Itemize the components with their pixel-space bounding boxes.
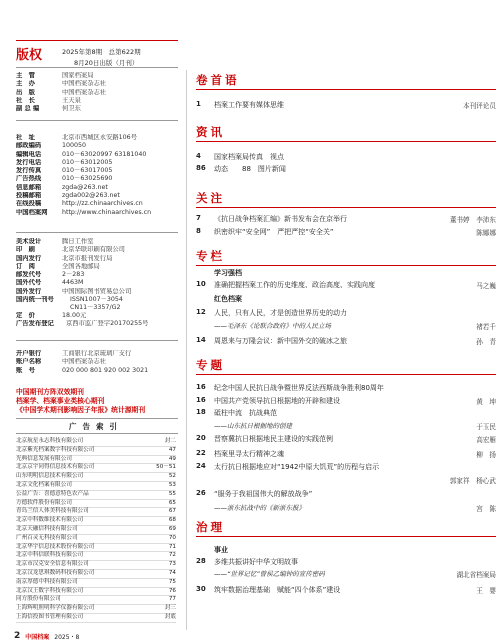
advertiser-name: 方德软件股份有限公司: [16, 499, 72, 506]
toc-entry[interactable]: [196, 503, 496, 513]
section-rule: [196, 141, 496, 142]
magazine-logo: 中国档案: [25, 633, 50, 641]
section-rule: [196, 374, 496, 375]
ad-index-row: [16, 438, 176, 447]
ad-page: 73: [168, 561, 176, 568]
advertiser-name: 上海辉明照明科学仪器有限公司: [16, 605, 95, 612]
toc-author: 高宏雁: [476, 436, 496, 444]
ad-page: 55: [168, 490, 176, 497]
section-rule: [196, 89, 496, 90]
divider: [16, 340, 178, 341]
toc-article-title: 《抗日战争档案汇编》新书发布会在京举行: [214, 215, 347, 223]
advertiser-name: 北京市汉克安全信息有限公司: [16, 561, 89, 568]
ad-index-row: [16, 570, 176, 579]
toc-author: 马之巍: [476, 282, 496, 290]
ad-index-row: [16, 473, 176, 482]
ad-page: 65: [168, 499, 176, 506]
toc-author: 褚若千: [476, 323, 496, 331]
ad-page: 71: [168, 543, 176, 550]
advertiser-name: 北京汉王数字科技有限公司: [16, 587, 84, 594]
section-title: 关注: [196, 191, 225, 205]
info-row: 开户银行 工商银行北京琉璃厂支行: [16, 350, 132, 357]
toc-entry[interactable]: [196, 585, 496, 595]
printing-info: [16, 238, 181, 329]
ad-page: 68: [168, 517, 176, 524]
toc-author: 湖北省档案局: [456, 571, 496, 579]
toc-page-number: [196, 545, 214, 555]
advertiser-name: 北京紫光档案数字科技有限公司: [16, 446, 95, 453]
advertiser-name: 青岛兰信人体美科技有限公司: [16, 508, 89, 515]
advertiser-name: 北京京宇同得信息技术有限公司: [16, 464, 95, 471]
toc-entry[interactable]: [196, 268, 496, 278]
advertiser-name: 山东明明信息技术有限公司: [16, 473, 84, 480]
ad-index-row: [16, 464, 176, 473]
toc-author: 郭家祥 杨心武: [449, 477, 496, 485]
page-footer: [14, 631, 79, 641]
toc-entry[interactable]: [196, 294, 496, 304]
info-row: 账户名称 中国档案杂志社: [16, 358, 107, 366]
toc-article-title: 动态 88 图片新闻: [214, 165, 286, 173]
ad-index-row: [16, 491, 176, 500]
advertiser-name: 北京文化档案有限公司: [16, 481, 72, 488]
footer-issue: 2025・8: [54, 633, 80, 641]
advertiser-name: 公益广告：喜德意特色农产品: [16, 490, 89, 497]
toc-article-title: ——“世界记忆”曾侯乙编钟的宣传密码: [214, 570, 325, 578]
advertiser-name: 同方股份有限公司: [16, 596, 61, 603]
section-title: 专栏: [196, 249, 225, 263]
toc-entry[interactable]: [196, 152, 496, 162]
ad-index-row: [16, 561, 176, 570]
ad-index-row: [16, 614, 176, 623]
ad-page: 70: [168, 534, 176, 541]
toc-page-number: 26: [196, 489, 206, 497]
toc-article-title: 人民，只有人民，才是创造世界历史的动力: [214, 309, 347, 317]
ad-index-row: [16, 605, 176, 614]
toc-page-number: [196, 503, 214, 513]
honor-item: 《中国学术期刊影响因子年报》统计源期刊: [16, 406, 146, 414]
toc-author: 陈娜娜: [476, 229, 496, 237]
toc-article-title: [214, 475, 450, 485]
info-row: 社 址 北京市西城区永安路106号: [16, 134, 137, 141]
toc-page-number: 22: [196, 449, 206, 457]
ad-page: 封二: [164, 438, 176, 444]
toc-article-title: 筑牢数据治理基础 赋能“四个体系”建设: [214, 586, 341, 594]
toc-entry[interactable]: [196, 321, 496, 331]
info-row: 广告热线 010－63025690: [16, 175, 113, 183]
ad-page: 47: [168, 446, 176, 453]
publisher-info: [16, 72, 181, 113]
toc-article-title: 红色档案: [214, 295, 242, 303]
section-title: 资讯: [196, 125, 225, 139]
ad-rule: [16, 433, 178, 434]
toc-page-number: [196, 294, 214, 304]
ad-page: 77: [168, 596, 176, 603]
toc-entry[interactable]: [196, 557, 496, 567]
advertiser-name: 北京中科数维技术有限公司: [16, 517, 84, 524]
toc-page-number: 14: [196, 336, 206, 344]
info-row: 社 长 王天泉: [16, 96, 81, 104]
advertiser-name: 南京厚德中科技有限公司: [16, 578, 78, 585]
info-row: 账 号 020 000 801 920 002 3021: [16, 366, 149, 374]
toc-author: 孙 青: [476, 338, 496, 346]
info-row: 在线投稿 http://zz.chinaarchives.cn: [16, 200, 143, 208]
toc-page-number: 28: [196, 557, 206, 565]
advertiser-name: 北京汉龙思琪数码科技有限公司: [16, 569, 95, 576]
toc-entry[interactable]: [196, 475, 496, 485]
info-row: 定 价 18.00元: [16, 312, 87, 320]
ad-page: 50－51: [156, 464, 176, 471]
honors-list: [16, 388, 145, 415]
toc-entry[interactable]: [196, 569, 496, 579]
toc-page-number: 16: [196, 383, 206, 391]
toc-page-number: [196, 475, 214, 485]
masthead-rule: [16, 67, 178, 68]
toc-entry[interactable]: [196, 214, 496, 224]
info-row: 国外发行 中国国际图书贸易总公司: [16, 287, 132, 295]
section-title: 治理: [196, 520, 225, 534]
toc-entry[interactable]: [196, 489, 496, 499]
toc-author: 本刊评论员: [463, 102, 496, 110]
toc-article-title: 中国共产党领导抗日根据地的开辟和建设: [214, 397, 340, 405]
ad-page: 76: [168, 587, 176, 594]
ad-page: 封三: [164, 605, 176, 612]
section-rule: [196, 536, 496, 537]
toc-article-title: 太行抗日根据地应对“1942中原大饥荒”的历程与启示: [214, 463, 380, 471]
info-row: 编辑电话 010－63020997 63181040: [16, 150, 147, 158]
toc-page-number: 18: [196, 408, 206, 416]
ad-page: 52: [168, 473, 176, 480]
toc-entry[interactable]: [196, 383, 496, 393]
column-divider: [186, 70, 187, 630]
ad-index-row: [16, 517, 176, 526]
info-row: 出 版 中国档案杂志社: [16, 88, 107, 96]
section-title: 卷首语: [196, 73, 240, 87]
info-row: 广告发布登记 京西市监广登字20170255号: [16, 320, 149, 328]
toc-page-number: [196, 569, 214, 579]
toc-entry[interactable]: [196, 336, 496, 346]
ad-index-list: [16, 438, 176, 623]
toc-page-number: 20: [196, 434, 206, 442]
honor-item: 档案学、档案事业类核心期刊: [16, 397, 105, 405]
ad-index-row: [16, 552, 176, 561]
advertiser-name: 北京中科信联科技有限公司: [16, 552, 84, 559]
info-row: 邮发代号 2－283: [16, 271, 85, 279]
toc-article-title: 多维共振讲好中华文明故事: [214, 558, 298, 566]
info-row: 邮政编码 100050: [16, 142, 87, 150]
toc-entry[interactable]: [196, 396, 496, 406]
ad-index-row: [16, 526, 176, 535]
ad-page: 69: [168, 525, 176, 532]
toc-article-title: 准确把握档案工作的历史维度、政治高度、实践向度: [214, 281, 375, 289]
ad-index-row: [16, 535, 176, 544]
toc-page-number: 12: [196, 308, 206, 316]
info-row: 印 刷 北京华联印刷有限公司: [16, 246, 125, 254]
info-row: 投稿邮箱 zgda002@263.net: [16, 192, 120, 200]
left-column: [0, 0, 182, 643]
toc-entry[interactable]: [196, 434, 496, 444]
toc-page-number: 24: [196, 462, 206, 470]
issue-line: 2025年第8期 总第622期: [62, 48, 141, 56]
toc-author: 王 婴: [476, 587, 496, 595]
toc-author: 董书婷 李沛东: [449, 216, 496, 224]
ad-page: 49: [168, 455, 176, 462]
toc-page-number: 30: [196, 585, 206, 593]
toc-author: 黄 坤: [476, 398, 496, 406]
toc-page-number: [196, 268, 214, 278]
toc-page-number: 1: [196, 100, 201, 108]
advertiser-name: 北京天融信科技有限公司: [16, 525, 78, 532]
ad-index-row: [16, 579, 176, 588]
info-row: 副 总 编 何卫东: [16, 105, 81, 113]
date-line: 8月20日出版（月刊）: [74, 59, 139, 67]
info-row: 国外代号 4463M: [16, 279, 84, 287]
section-rule: [196, 265, 496, 266]
toc-article-title: “服务于我祖国伟大的解放战争”: [214, 490, 313, 498]
ad-page: 74: [168, 569, 176, 576]
ad-page: 67: [168, 508, 176, 515]
toc-page-number: 86: [196, 164, 206, 172]
toc-page-number: [196, 321, 214, 331]
toc-entry[interactable]: [196, 408, 496, 418]
toc-article-title: ——浙东抗战中的《新浙东报》: [214, 504, 305, 512]
ad-index-row: [16, 447, 176, 456]
toc-entry[interactable]: [196, 462, 496, 472]
toc-article-title: 纪念中国人民抗日战争暨世界反法西斯战争胜利80周年: [214, 384, 384, 392]
toc-article-title: 砥柱中流 抗战典范: [214, 409, 277, 417]
ad-index-row: [16, 482, 176, 491]
toc-page-number: 16: [196, 396, 206, 404]
toc-page-number: 8: [196, 227, 201, 235]
advertiser-name: 光典信息发展有限公司: [16, 455, 72, 462]
info-row: 国内发行 北京市报刊发行局: [16, 254, 113, 262]
ad-index-row: [16, 508, 176, 517]
section-rule: [196, 207, 496, 208]
toc-entry[interactable]: [196, 280, 496, 290]
info-row: 发行传真 010－63017005: [16, 167, 113, 175]
toc-article-title: 织密织牢“安全网” 严把严控“安全关”: [214, 228, 334, 236]
toc-entry[interactable]: [196, 100, 496, 110]
toc-author: 柳 扬: [476, 451, 496, 459]
info-row: 订 阅 全国各地邮局: [16, 262, 100, 270]
section-title: 专题: [196, 358, 225, 372]
toc-article-title: 国家档案局传真 视点: [214, 153, 284, 161]
copyright-heading: 版权: [16, 48, 43, 63]
info-row: 主 办 中国档案杂志社: [16, 80, 107, 88]
toc-author: 于玉民: [476, 423, 496, 431]
info-row: 国内统一刊号 ISSN1007－3054 CN11－3357/G2: [16, 296, 123, 312]
toc-article-title: 档案工作要有媒体思维: [214, 101, 284, 109]
toc-page-number: 10: [196, 280, 206, 288]
ad-page: 72: [168, 552, 176, 559]
ad-rule: [16, 418, 178, 419]
toc-article-title: 档案里寻太行精神之魂: [214, 450, 284, 458]
toc-page-number: 4: [196, 152, 201, 160]
toc-entry[interactable]: [196, 545, 496, 555]
toc-entry[interactable]: [196, 449, 496, 459]
toc-entry[interactable]: [196, 308, 496, 318]
toc-entry[interactable]: [196, 164, 496, 174]
ad-page: 封底: [164, 613, 176, 620]
toc-article-title: 周恩来与万隆会议：新中国外交的破冰之旅: [214, 337, 347, 345]
divider: [16, 232, 178, 233]
advertiser-name: 北京华宇信息技术股份有限公司: [16, 543, 95, 550]
advertiser-name: 上海信投图书管理有限公司: [16, 613, 84, 620]
toc-author: 宫 陈: [476, 505, 496, 513]
toc-article-title: 学习强档: [214, 269, 242, 277]
toc-entry[interactable]: [196, 421, 496, 431]
toc-article-title: 晋察冀抗日根据地民主建设的实践范例: [214, 435, 333, 443]
top-rule: [16, 40, 178, 41]
info-row: 美术设计 腾日工作室: [16, 238, 94, 245]
toc-page-number: 7: [196, 214, 201, 222]
toc-entry[interactable]: [196, 227, 496, 237]
ad-index-title: 广告索引: [69, 422, 123, 431]
toc-page-number: [196, 421, 214, 431]
honor-item: 中国期刊方阵双效期刊: [16, 388, 84, 396]
advertiser-name: 北京航星永志科技有限公司: [16, 438, 84, 444]
info-row: 中国档案网 http://www.chinaarchives.cn: [16, 208, 152, 216]
ad-page: 53: [168, 481, 176, 488]
divider: [16, 120, 178, 121]
bank-info: [16, 350, 181, 375]
contact-info: [16, 134, 181, 217]
page-number: 2: [14, 631, 21, 641]
ad-index-row: [16, 596, 176, 605]
info-row: 主 管 国家档案局: [16, 72, 94, 79]
toc-article-title: ——毛泽东《论联合政府》中的人民立场: [214, 322, 331, 330]
toc-article-title: ——山东抗日根据地的创建: [214, 422, 292, 430]
toc-article-title: 事业: [214, 546, 228, 554]
advertiser-name: 广州百灵无科技有限公司: [16, 534, 78, 541]
info-row: 信息邮箱 zgda@263.net: [16, 183, 108, 191]
info-row: 发行电话 010－63012005: [16, 158, 113, 166]
ad-page: 75: [168, 578, 176, 585]
